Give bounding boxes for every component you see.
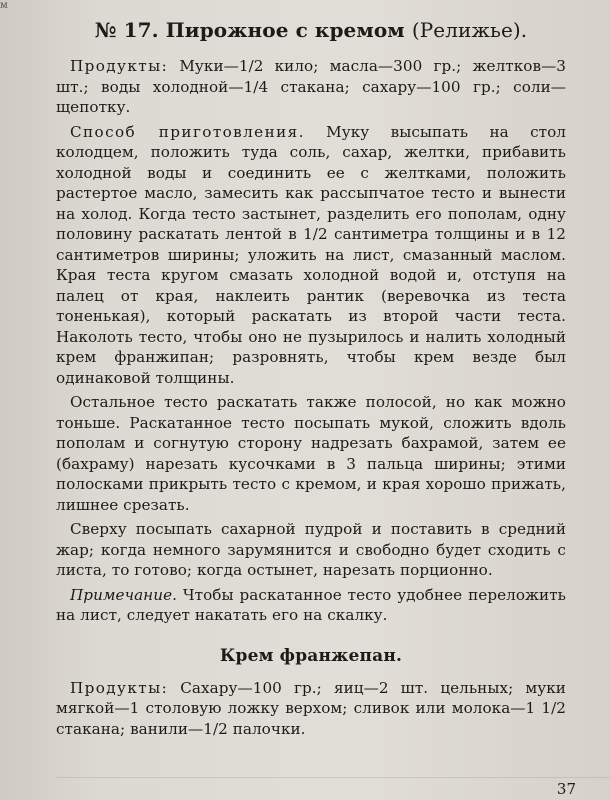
top-corner-mark: м bbox=[0, 0, 8, 11]
method-label: Способ приготовления. bbox=[70, 122, 305, 141]
recipe-title-subtitle: (Релижье). bbox=[411, 18, 528, 42]
cream-products-label: Продукты: bbox=[70, 678, 169, 697]
products-paragraph bbox=[56, 56, 566, 118]
cream-products-text: Сахару—100 гр.; яиц—2 шт. цельных; муки мягкой—1 столовую ложку верхом; сливок или молока—1 1/2 стакана; ванили—1/2 палочки. bbox=[56, 678, 566, 738]
method-paragraph bbox=[56, 122, 566, 389]
note-label: Примечание. bbox=[70, 585, 177, 604]
note-paragraph bbox=[56, 585, 566, 626]
method-text: Муку высыпать на стол колодцем, положить туда соль, сахар, желтки, прибавить холодной воды и соединить ее с желтками, положить растертое масло, замесить как рассыпчатое тесто и вынести на холод. Когда тесто застынет, разделить его пополам, одну половину раскатать лентой в 1/2 сантиметра толщины и в 12 сантиметров ширины; уложить на лист, смазанный маслом. Края теста кругом смазать холодной водой и, отступя на палец от края, наклеить рантик (веревочка из теста тоненькая), который раскатать из второй части теста. Наколоть тесто, чтобы оно не пузырилось и налить холодный крем франжипан; разровнять, чтобы крем везде был одинаковой толщины. bbox=[56, 122, 566, 387]
second-paragraph: Остальное тесто раскатать также полосой, но как можно тоньше. Раскатанное тесто посыпать мукой, сложить вдоль пополам и согнутую сторону надрезать бахрамой, затем ее (бахраму) нарезать кусочками в 3 пальца ширины; этими полосками прикрыть тесто с кремом, и края хорошо прижать, лишнее срезать. bbox=[56, 393, 566, 514]
section-title: Крем франжепан. bbox=[219, 645, 403, 666]
recipe-title bbox=[56, 16, 566, 44]
page-bottom-line bbox=[56, 777, 610, 778]
third-paragraph: Сверху посыпать сахарной пудрой и поставить в средний жар; когда немного зарумянится и свободно будет сходить с листа, то готово; когда остынет, нарезать порционно. bbox=[56, 520, 566, 579]
cream-products-paragraph bbox=[56, 678, 566, 740]
products-text: Муки—1/2 кило; масла—300 гр.; желтков—3 шт.; воды холодной—1/4 стакана; сахару—100 гр.; соли—щепотку. bbox=[56, 57, 566, 116]
note-text: Чтобы раскатанное тесто удобнее переложить на лист, следует накатать его на скалку. bbox=[56, 585, 566, 624]
page-number: 37 bbox=[556, 780, 576, 798]
recipe-title-main: № 17. Пирожное с кремом bbox=[94, 18, 405, 42]
products-label: Продукты: bbox=[70, 57, 169, 75]
